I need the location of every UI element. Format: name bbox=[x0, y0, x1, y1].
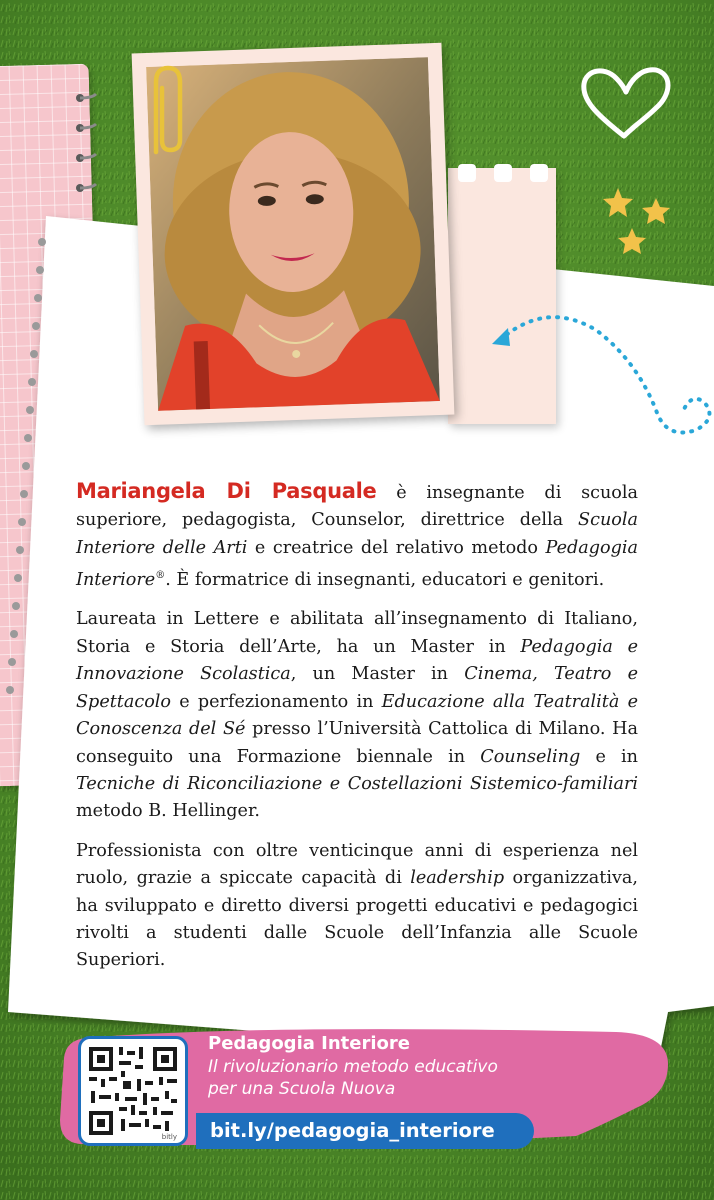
note-tabs bbox=[454, 160, 554, 182]
heart-icon bbox=[576, 62, 676, 142]
promo-subtitle-line2: per una Scuola Nuova bbox=[208, 1079, 396, 1099]
bio-text: e perfezionamento in bbox=[171, 691, 382, 712]
registered-mark: ® bbox=[155, 570, 166, 582]
bio-emphasis: Counseling bbox=[480, 746, 581, 767]
author-name: Mariangela Di Pasquale bbox=[76, 479, 377, 503]
bio-text: Laureata in Lettere e abilitata all’insegnamento di Italiano, Storia e Storia dell’Arte, ha un Master in bbox=[76, 609, 638, 657]
bio-text: è insegnante di scuola superiore, pedagogista, Counselor, direttrice della bbox=[76, 483, 639, 531]
star-icon bbox=[600, 184, 680, 264]
bio-emphasis: Cinema, Teatro e Spettacolo bbox=[76, 664, 638, 712]
bio-paragraph-1 bbox=[76, 478, 638, 594]
promo-subtitle-line1: Il rivoluzionario metodo educativo bbox=[208, 1057, 498, 1077]
qr-caption: bitly bbox=[161, 1133, 177, 1141]
bio-emphasis: leadership bbox=[410, 868, 505, 889]
bio-text: e in bbox=[580, 746, 638, 767]
bio-text: , un Master in bbox=[290, 664, 465, 685]
bio-emphasis: Tecniche di Riconciliazione e Costellazioni Sistemico-familiari bbox=[76, 773, 638, 794]
promo-title: Pedagogia Interiore bbox=[208, 1033, 410, 1054]
bio-text: Professionista con oltre venticinque anni di esperienza nel ruolo, grazie a spiccate capacità di bbox=[76, 840, 638, 889]
dotted-arrow-icon bbox=[486, 300, 714, 460]
promo-url-link[interactable]: bit.ly/pedagogia_interiore bbox=[196, 1113, 534, 1149]
bio-text: . È formatrice di insegnanti, educatori e genitori. bbox=[165, 570, 605, 591]
bio-text: presso l’Università Cattolica di Milano. Ha conseguito una Formazione biennale in bbox=[76, 719, 638, 767]
bio-paragraph-2 bbox=[76, 606, 638, 825]
qr-code-pattern bbox=[81, 1039, 185, 1143]
promo-text bbox=[208, 1032, 638, 1100]
bio-text: organizzativa, ha sviluppato e diretto diversi progetti educativi e pedagogici rivolti a studenti dalle Scuole dell’Infanzia alle Scuole Superiori. bbox=[76, 868, 639, 971]
bio-text: e creatrice del relativo metodo bbox=[247, 537, 546, 558]
qr-code-icon[interactable] bbox=[78, 1036, 188, 1146]
bio-emphasis: Educazione alla Teatralità e Conoscenza del Sé bbox=[76, 691, 638, 740]
biography bbox=[76, 478, 638, 987]
bio-text: metodo B. Hellinger. bbox=[76, 801, 261, 822]
bio-emphasis: Pedagogia e Innovazione Scolastica bbox=[76, 636, 639, 685]
bio-emphasis: Pedagogia Interiore bbox=[76, 537, 638, 591]
bio-paragraph-3 bbox=[76, 838, 638, 975]
paperclip-icon bbox=[138, 62, 194, 162]
bio-emphasis: Scuola Interiore delle Arti bbox=[76, 510, 638, 558]
